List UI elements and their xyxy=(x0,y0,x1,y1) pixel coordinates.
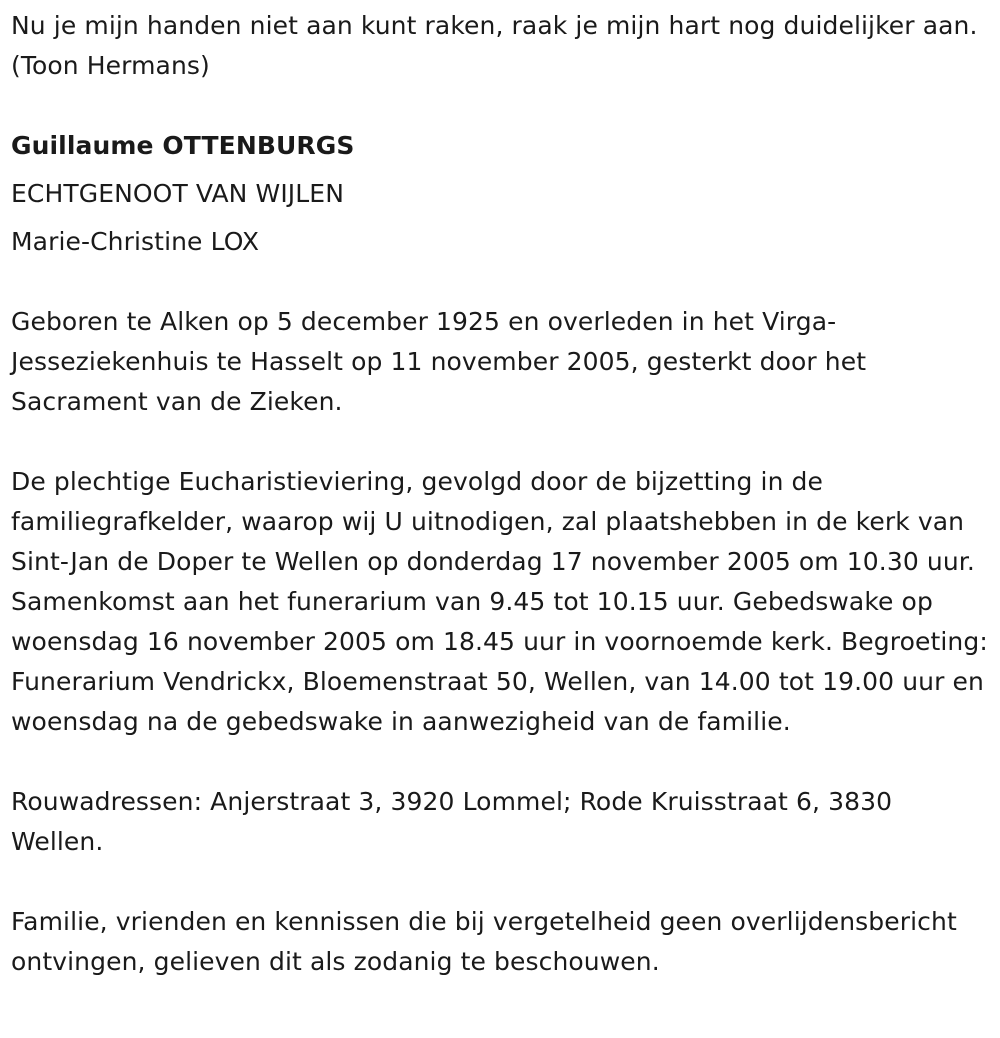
birth-death-paragraph: Geboren te Alken op 5 december 1925 en overleden in het Virga-Jesseziekenhuis te Hasselt op 11 november 2005, gesterkt door het Sacrament van de Zieken. xyxy=(11,307,867,416)
relation-line: ECHTGENOOT VAN WIJLEN xyxy=(11,179,345,208)
ceremony-paragraph: De plechtige Eucharistieviering, gevolgd door de bijzetting in de familiegrafkelder, waarop wij U uitnodigen, zal plaatshebben in de kerk van Sint-Jan de Doper te Wellen op donderdag 17 november 2005 om 10.30 uur. Samenkomst aan het funerarium van 9.45 tot 10.15 uur. Gebedswake op woensdag 16 november 2005 om 18.45 uur in voornoemde kerk. Begroeting: Funerarium Vendrickx, Bloemenstraat 50, Wellen, van 14.00 tot 19.00 uur en woensdag na de gebedswake in aanwezigheid van de familie. xyxy=(11,467,988,736)
spouse-name: Marie-Christine LOX xyxy=(11,227,260,256)
deceased-name: Guillaume OTTENBURGS xyxy=(11,131,355,160)
addresses-paragraph: Rouwadressen: Anjerstraat 3, 3920 Lommel; Rode Kruisstraat 6, 3830 Wellen. xyxy=(11,787,893,856)
closing-paragraph: Familie, vrienden en kennissen die bij vergetelheid geen overlijdensbericht ontvingen, gelieven dit als zodanig te beschouwen. xyxy=(11,907,957,976)
quote-paragraph: Nu je mijn handen niet aan kunt raken, raak je mijn hart nog duidelijker aan. (Toon Hermans) xyxy=(11,11,978,80)
